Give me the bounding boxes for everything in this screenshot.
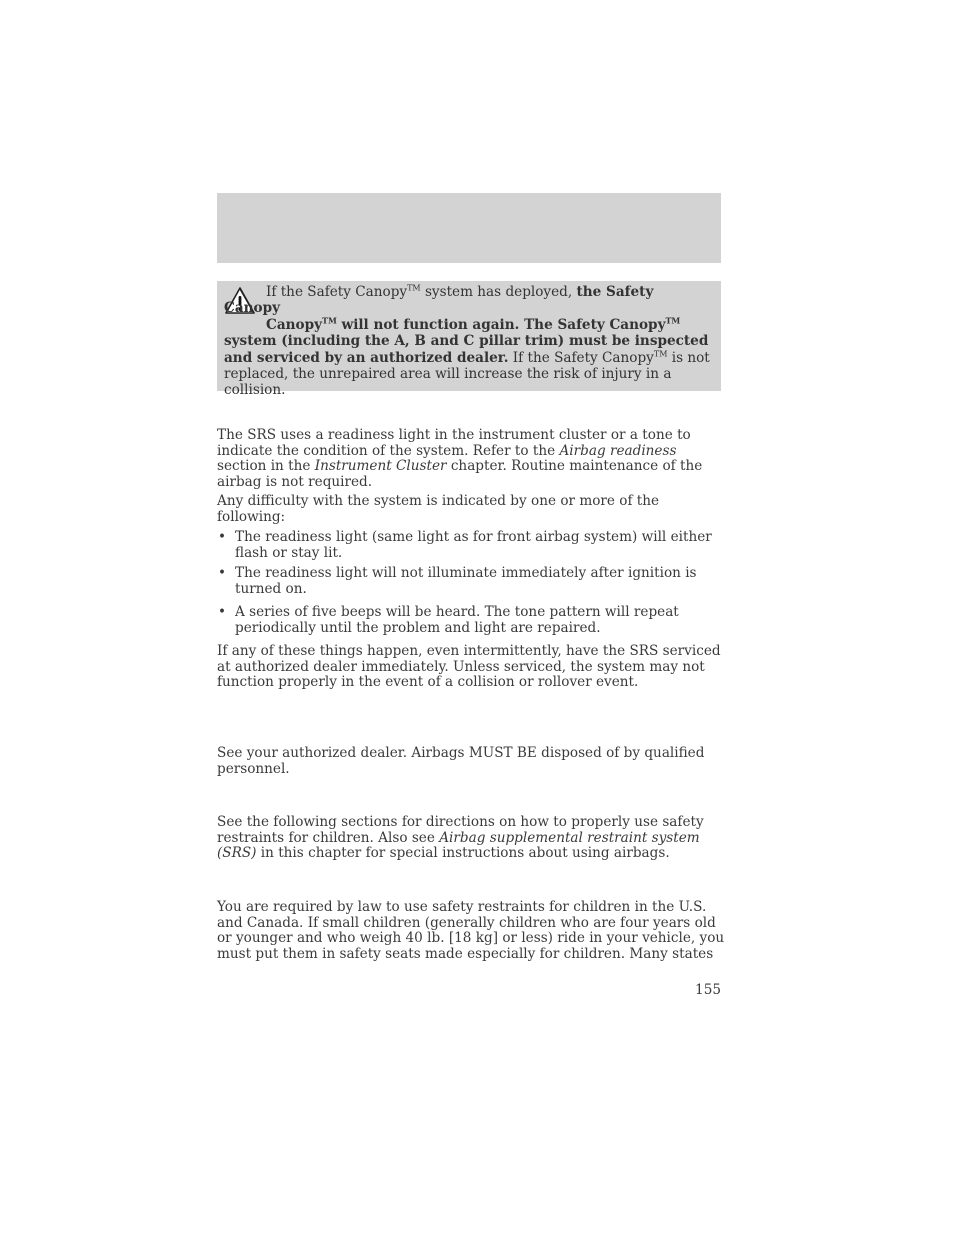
child-intro-paragraph: See the following sections for directions on how to properly use safety restraints for children. Also see Airbag supplemental restraint system (SRS) in this chapter for special instructions about using airbags. (217, 814, 704, 862)
warning-text: If the Safety Canopy™ system has deployed, the Safety Canopy Canopy™ will not function again. The Safety Canopy™ system (including the A, B and C pillar trim) must be inspected and serviced by an authorized dealer. If the Safety Canopy™ is not replaced, the unrepaired area will increase the risk of injury in a collision. (224, 283, 710, 399)
section-header-band (217, 193, 721, 263)
service-paragraph: If any of these things happen, even intermittently, have the SRS serviced at authorized dealer immediately. Unless serviced, the system may not function properly in the event of a collision or rollover event. (217, 643, 721, 691)
child-law-paragraph: You are required by law to use safety restraints for children in the U.S. and Canada. If small children (generally children who are four years old or younger and who weigh 40 lb. [18 kg] or less) ride in your vehicle, you must put them in safety seats made especially for children. Many states (217, 899, 725, 962)
difficulty-paragraph: Any difficulty with the system is indicated by one or more of the following: (217, 493, 660, 525)
disposal-paragraph: See your authorized dealer. Airbags MUST BE disposed of by qualified personnel. (217, 745, 705, 777)
bullet-dot: • (218, 529, 227, 545)
bullet-dot: • (218, 604, 227, 620)
warning-box (217, 281, 721, 399)
bullet-dot: • (218, 565, 227, 581)
readiness-paragraph: The SRS uses a readiness light in the instrument cluster or a tone to indicate the condition of the system. Refer to the Airbag readiness section in the Instrument Cluster chapter. Routine maintenance of the airbag is not required. (217, 427, 703, 490)
page-number: 155 (695, 982, 721, 998)
